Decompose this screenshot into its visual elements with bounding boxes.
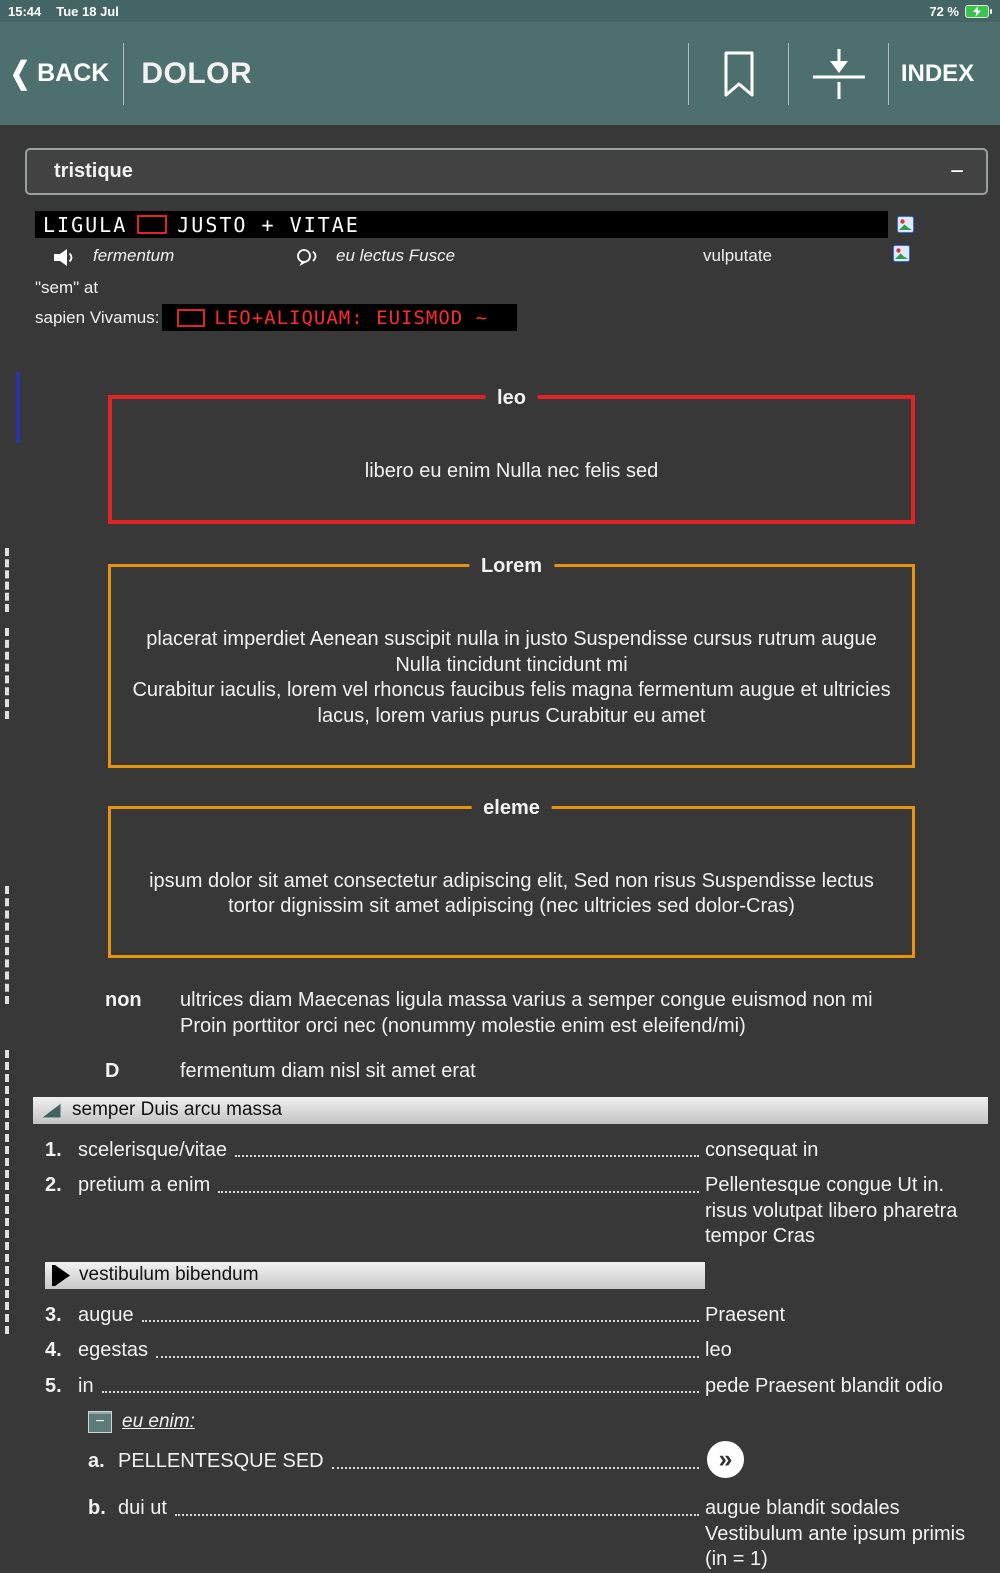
toc-label: dui ut — [118, 1497, 167, 1519]
red-box-glyph — [137, 215, 167, 234]
toc-mid — [78, 1173, 705, 1199]
toc-ref: consequat in — [705, 1138, 819, 1161]
toc-number: 3. — [45, 1303, 62, 1326]
speech-label: eu lectus Fusce — [336, 246, 456, 265]
arrow-down-to-line-icon — [808, 47, 870, 101]
toc-row-3[interactable] — [45, 1303, 1000, 1329]
back-label: BACK — [37, 59, 110, 87]
dot-leader — [142, 1303, 699, 1323]
subnote-label: eu enim: — [122, 1411, 195, 1432]
toc-row-1[interactable] — [45, 1138, 1000, 1164]
bookmark-icon — [718, 49, 760, 99]
definition-row — [105, 988, 1000, 1039]
toc-row-2[interactable] — [45, 1173, 1000, 1250]
toc-ref: pede Praesent blandit odio — [705, 1374, 943, 1397]
dashed-margin-line — [5, 886, 9, 1004]
back-chevron-icon: ❮ — [10, 56, 31, 91]
toc-number: 5. — [45, 1374, 62, 1397]
dot-leader — [218, 1173, 699, 1193]
dashed-margin-line — [5, 628, 9, 719]
subtoc-row-a[interactable] — [88, 1444, 1000, 1478]
speech-sound-icon[interactable] — [296, 248, 320, 267]
toc-letter: a. — [88, 1450, 105, 1472]
vivamus-row — [35, 304, 1000, 331]
back-button[interactable] — [10, 56, 110, 91]
ligula-row — [35, 211, 1000, 238]
panel-title: tristique — [54, 160, 133, 182]
appbar-right-group — [688, 22, 986, 125]
tristique-panel — [25, 148, 988, 195]
collapse-to-line-button[interactable] — [789, 22, 888, 125]
section-header-vestibulum[interactable] — [45, 1262, 705, 1289]
toc-label: PELLENTESQUE SED — [118, 1450, 324, 1472]
toc-number: 2. — [45, 1174, 62, 1196]
speaker-icon[interactable] — [52, 248, 76, 267]
definition-text: fermentum diam nisl sit amet erat — [180, 1060, 476, 1082]
toc-label: scelerisque/vitae — [78, 1138, 227, 1161]
section-title: vestibulum bibendum — [79, 1264, 259, 1285]
lorem-box-text: placerat imperdiet Aenean suscipit nulla in justo Suspendisse cursus rutrum augue Nulla tincidunt tincidunt mi Curabitur iaculis, lorem vel rhoncus faucibus felis magna fermentum augue et ultricies lacus, lorem varius purus Curabitur eu amet — [132, 628, 891, 727]
section-title: semper Duis arcu massa — [72, 1099, 283, 1120]
toc-number: 4. — [45, 1339, 62, 1361]
toc-ref — [705, 1444, 995, 1478]
dot-leader — [156, 1338, 699, 1358]
toc-label: pretium a enim — [78, 1174, 211, 1196]
vulputate-label: vulputate — [703, 246, 772, 265]
ligula-code-bar — [35, 211, 888, 238]
leo-box-text: libero eu enim Nulla nec felis sed — [364, 460, 659, 482]
definition-text: ultrices diam Maecenas ligula massa varius a semper congue euismod non mi Proin porttitor orci nec (nonummy molestie enim est eleifend/mi) — [180, 989, 873, 1037]
section-header-semper[interactable] — [33, 1097, 988, 1124]
leo-box-label: leo — [485, 384, 538, 412]
vivamus-label: sapien Vivamus: — [35, 307, 160, 327]
eleme-box-text: ipsum dolor sit amet consectetur adipiscing elit, Sed non risus Suspendisse lectus tortor dignissim sit amet adipiscing (nec ultricies sed dolor-Cras) — [149, 869, 874, 917]
main-content — [0, 125, 1000, 1573]
page-title: DOLOR — [141, 56, 253, 90]
toc-mid — [78, 1338, 705, 1364]
panel-collapse-button[interactable]: − — [949, 157, 964, 185]
dot-leader — [102, 1374, 699, 1394]
dot-leader — [332, 1449, 699, 1469]
eleme-box-label: eleme — [471, 794, 552, 822]
toc-ref: Praesent — [705, 1303, 786, 1326]
vivamus-code-bar — [162, 304, 517, 331]
ligula-right-text: JUSTO + VITAE — [177, 212, 360, 237]
flag-play-icon — [50, 1264, 71, 1287]
toc-row-4[interactable] — [45, 1338, 1000, 1364]
toc-ref: augue blandit sodales Vestibulum ante ipsum primis (in = 1) — [705, 1497, 966, 1570]
appbar-divider — [123, 43, 124, 105]
toc-label: augue — [78, 1303, 134, 1326]
double-chevron-icon[interactable]: » — [707, 1441, 744, 1478]
leo-box — [108, 387, 915, 524]
subtoc-row-b[interactable] — [88, 1496, 1000, 1573]
toc-label: in — [78, 1374, 94, 1397]
red-box-glyph — [177, 309, 205, 327]
toc-label: egestas — [78, 1339, 149, 1361]
toc-ref: leo — [705, 1339, 732, 1361]
toc-mid — [78, 1138, 705, 1164]
definition-term: non — [105, 989, 142, 1011]
dot-leader — [175, 1496, 699, 1516]
toc-letter: b. — [88, 1497, 106, 1519]
subnote-row — [88, 1411, 1000, 1433]
corner-triangle-icon — [40, 1101, 62, 1120]
battery-icon — [965, 5, 992, 18]
ligula-left-text: LIGULA — [43, 212, 128, 237]
dot-leader — [235, 1138, 699, 1158]
toc-ref: Pellentesque congue Ut in. risus volutpat libero pharetra tempor Cras — [705, 1174, 958, 1247]
eleme-box — [108, 796, 915, 959]
bookmark-button[interactable] — [689, 22, 788, 125]
status-time: 15:44 — [8, 3, 42, 19]
definition-row — [105, 1059, 1000, 1085]
vivamus-code-text: LEO+ALIQUAM: EUISMOD ~ — [214, 306, 489, 329]
image-icon[interactable] — [897, 216, 914, 233]
status-date: Tue 18 Jul — [56, 3, 119, 19]
status-left — [8, 4, 119, 19]
meta-row — [0, 244, 1000, 270]
dashed-margin-line — [5, 548, 9, 612]
audio-label: fermentum — [93, 246, 175, 265]
blue-margin-marker — [16, 372, 20, 443]
toc-number: 1. — [45, 1138, 62, 1161]
definition-term: D — [105, 1060, 120, 1082]
toc-row-5[interactable] — [45, 1374, 1000, 1400]
index-button[interactable]: INDEX — [889, 60, 986, 88]
toc-mid — [118, 1496, 705, 1522]
status-right — [929, 4, 992, 19]
collapse-minus-chip[interactable]: − — [88, 1411, 112, 1433]
status-bar — [0, 0, 1000, 22]
toc-mid — [78, 1374, 705, 1400]
lorem-box — [108, 555, 915, 768]
lorem-box-label: Lorem — [469, 552, 554, 580]
battery-percent: 72 % — [929, 3, 959, 19]
dashed-margin-line — [5, 1050, 9, 1334]
image-icon[interactable] — [893, 245, 910, 262]
app-bar — [0, 22, 1000, 125]
toc-mid — [78, 1303, 705, 1329]
toc-mid — [118, 1449, 705, 1475]
sem-quote-line: "sem" at — [35, 278, 99, 297]
